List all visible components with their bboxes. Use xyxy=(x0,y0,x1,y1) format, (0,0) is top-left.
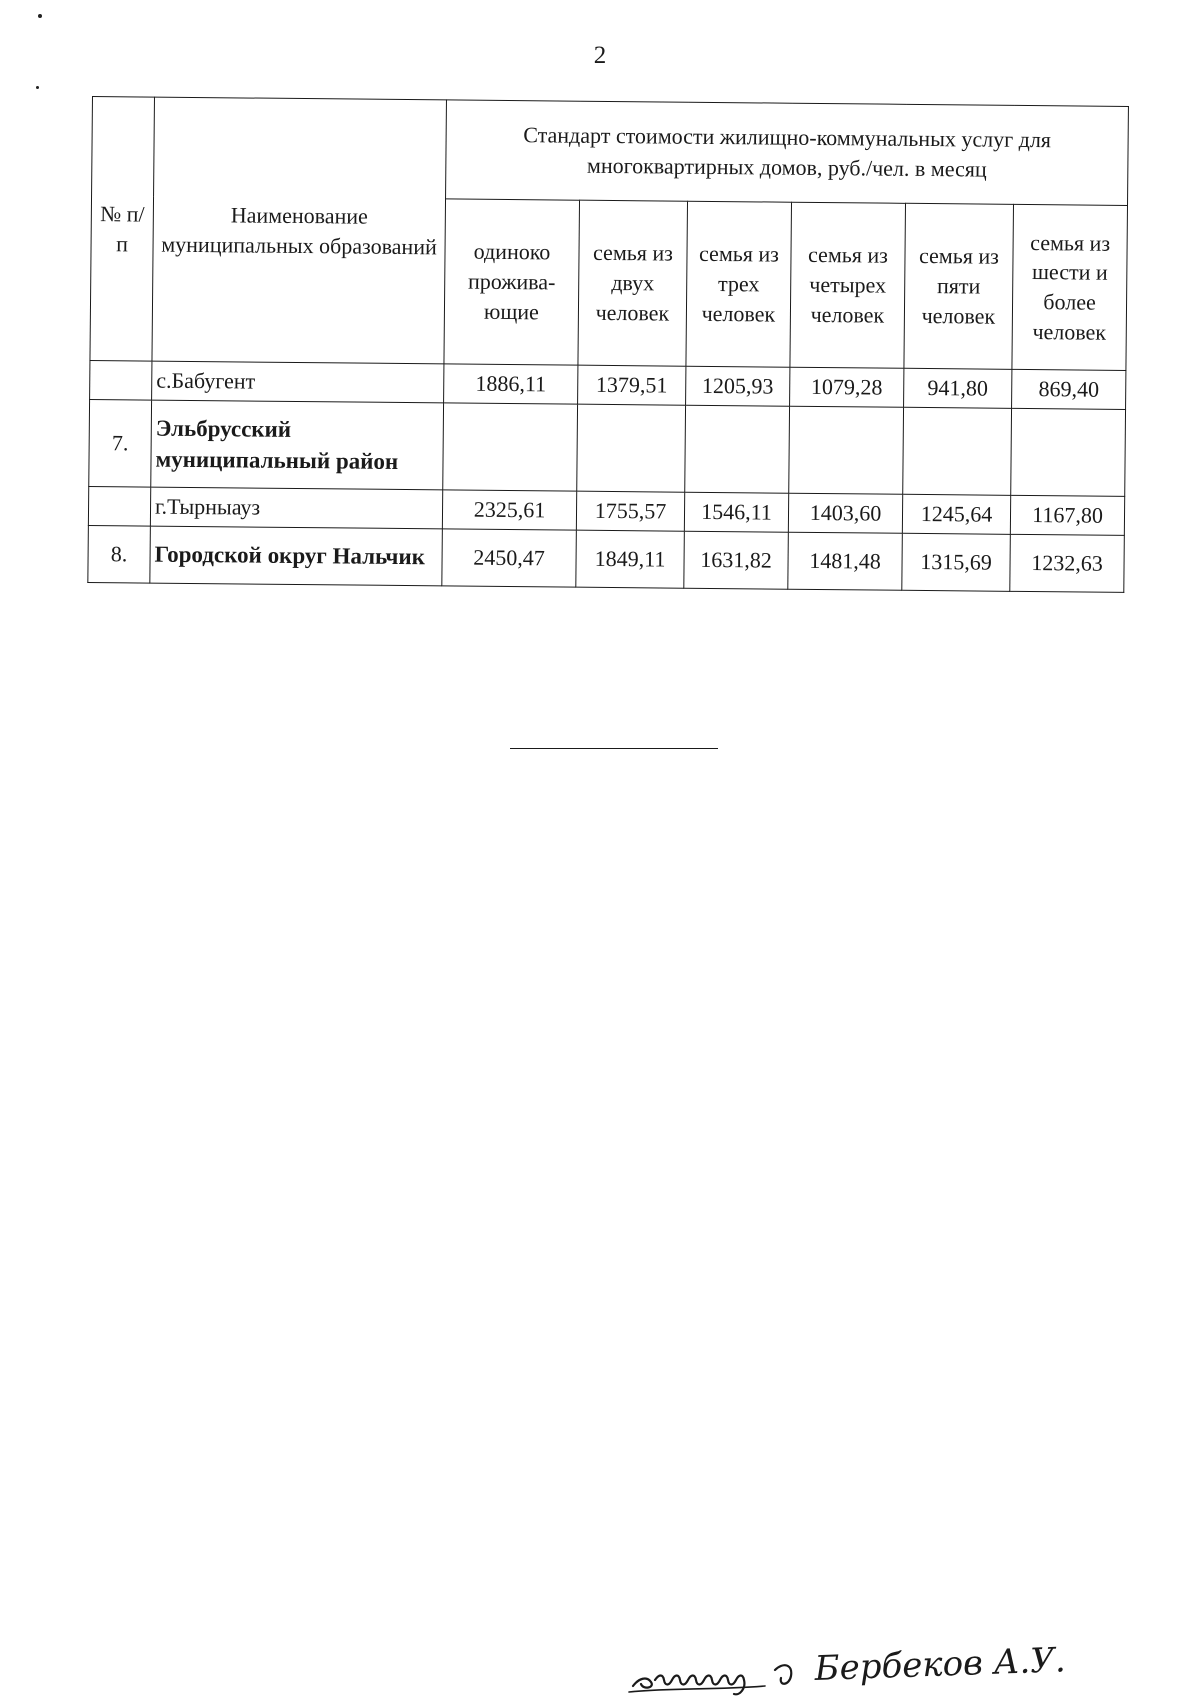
column-header-family-4: семья из четырех человек xyxy=(790,202,906,368)
value-cell: 1167,80 xyxy=(1010,495,1124,535)
value-cell: 1481,48 xyxy=(788,532,903,590)
value-cell: 1245,64 xyxy=(902,494,1010,534)
value-cell: 2450,47 xyxy=(442,529,577,587)
row-name: Городской округ Нальчик xyxy=(150,526,443,586)
signature-name: Бербеков А.У. xyxy=(813,1640,1067,1689)
value-cell xyxy=(789,406,904,494)
column-header-single: одиноко прожива-ющие xyxy=(444,199,580,365)
value-cell: 1205,93 xyxy=(686,366,790,406)
value-cell xyxy=(1011,408,1126,496)
value-cell: 941,80 xyxy=(904,368,1012,408)
page-number: 2 xyxy=(593,42,607,69)
value-cell: 1886,11 xyxy=(444,364,578,404)
row-number xyxy=(90,360,152,400)
value-cell: 869,40 xyxy=(1012,369,1126,409)
value-cell xyxy=(903,407,1012,495)
row-number xyxy=(88,486,150,526)
scan-mark xyxy=(36,86,39,89)
value-cell: 1079,28 xyxy=(790,367,904,407)
value-cell: 1403,60 xyxy=(788,493,902,533)
value-cell xyxy=(685,405,790,493)
column-header-family-3: семья из трех человек xyxy=(686,201,792,367)
column-header-family-6-plus: семья из шести и более человек xyxy=(1012,204,1128,370)
value-cell: 1232,63 xyxy=(1010,534,1125,592)
table-row xyxy=(88,525,1125,592)
header-row-top xyxy=(92,97,1129,206)
row-name: Эльбрусский муниципальный район xyxy=(151,400,444,490)
column-header-family-5: семья из пяти человек xyxy=(904,203,1014,369)
row-name: г.Тырныауз xyxy=(150,487,442,529)
value-cell: 1755,57 xyxy=(576,491,684,531)
end-of-table-rule xyxy=(510,748,718,749)
value-cell xyxy=(577,404,686,492)
value-cell xyxy=(443,403,578,491)
table-row xyxy=(89,399,1126,496)
column-header-name: Наименование муниципальных образований xyxy=(152,97,447,364)
column-header-number: № п/п xyxy=(90,97,155,362)
value-cell: 1379,51 xyxy=(578,365,686,405)
value-cell: 1631,82 xyxy=(684,531,789,589)
value-cell: 2325,61 xyxy=(442,490,576,530)
column-header-family-2: семья из двух человек xyxy=(578,200,688,366)
row-number: 7. xyxy=(89,399,152,487)
value-cell: 1315,69 xyxy=(902,533,1011,591)
housing-cost-standards-table xyxy=(87,96,1129,593)
row-number: 8. xyxy=(88,525,151,583)
column-group-header: Стандарт стоимости жилищно-коммунальных услуг для многоквартирных домов, руб./чел. в месяц xyxy=(446,100,1129,206)
scan-mark xyxy=(38,14,42,18)
handwritten-signature xyxy=(625,1640,1095,1700)
value-cell: 1546,11 xyxy=(684,492,788,532)
row-name: с.Бабугент xyxy=(152,361,444,403)
value-cell: 1849,11 xyxy=(576,530,685,588)
